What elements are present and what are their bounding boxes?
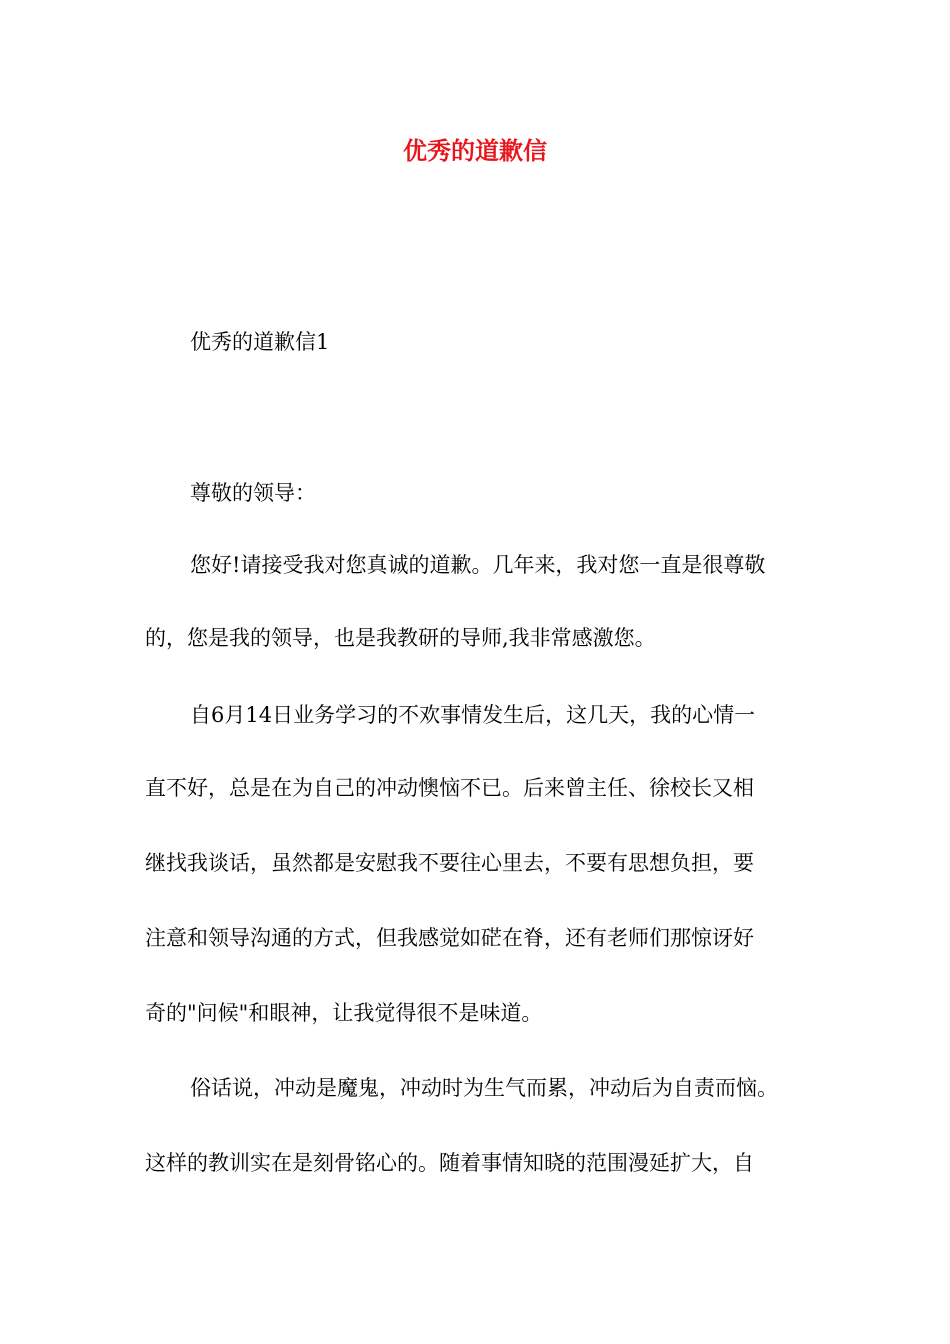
paragraph-line: 奇的"问候"和眼神，让我觉得很不是味道。: [145, 1001, 543, 1025]
paragraph-line: 俗话说，冲动是魔鬼，冲动时为生气而累，冲动后为自责而恼。: [190, 1076, 778, 1100]
paragraph-line: 自6月14日业务学习的不欢事情发生后，这几天，我的心情一: [190, 703, 756, 727]
paragraph-line: 您好!请接受我对您真诚的道歉。几年来，我对您一直是很尊敬: [190, 553, 766, 577]
section-heading: 优秀的道歉信1: [190, 330, 330, 354]
document-title: 优秀的道歉信: [403, 137, 547, 165]
paragraph-line: 继找我谈话，虽然都是安慰我不要往心里去，不要有思想负担，要: [145, 851, 754, 875]
paragraph-line: 的，您是我的领导，也是我教研的导师,我非常感激您。: [145, 626, 656, 650]
paragraph-line: 直不好，总是在为自己的冲动懊恼不已。后来曾主任、徐校长又相: [145, 776, 754, 800]
paragraph-line: 这样的教训实在是刻骨铭心的。随着事情知晓的范围漫延扩大，自: [145, 1151, 754, 1175]
salutation: 尊敬的领导：: [190, 481, 316, 505]
paragraph-line: 注意和领导沟通的方式，但我感觉如硭在脊，还有老师们那惊讶好: [145, 926, 754, 950]
